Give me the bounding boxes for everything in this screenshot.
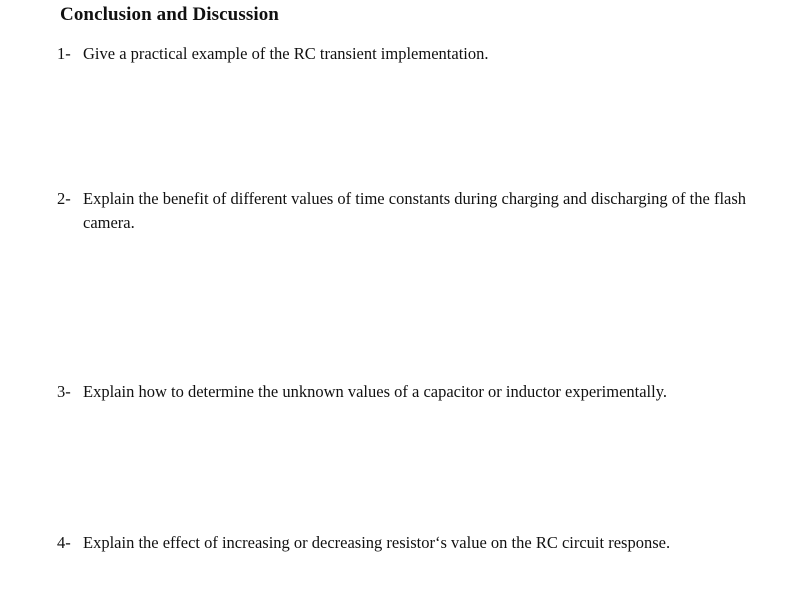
question-number: 3-	[57, 382, 71, 401]
section-heading: Conclusion and Discussion	[60, 4, 279, 25]
question-text: Give a practical example of the RC transient implementation.	[83, 44, 489, 63]
question-number: 1-	[57, 44, 71, 63]
question-text: Explain the effect of increasing or decreasing resistor‘s value on the RC circuit response.	[83, 533, 671, 552]
question-item	[57, 531, 747, 555]
question-item	[57, 42, 747, 66]
question-text: Explain the benefit of different values of time constants during charging and discharging of the flash camera.	[83, 189, 747, 232]
question-number: 4-	[57, 533, 71, 552]
question-item	[57, 380, 747, 404]
question-text: Explain how to determine the unknown values of a capacitor or inductor experimentally.	[83, 382, 668, 401]
question-item	[57, 187, 747, 235]
question-number: 2-	[57, 189, 71, 208]
